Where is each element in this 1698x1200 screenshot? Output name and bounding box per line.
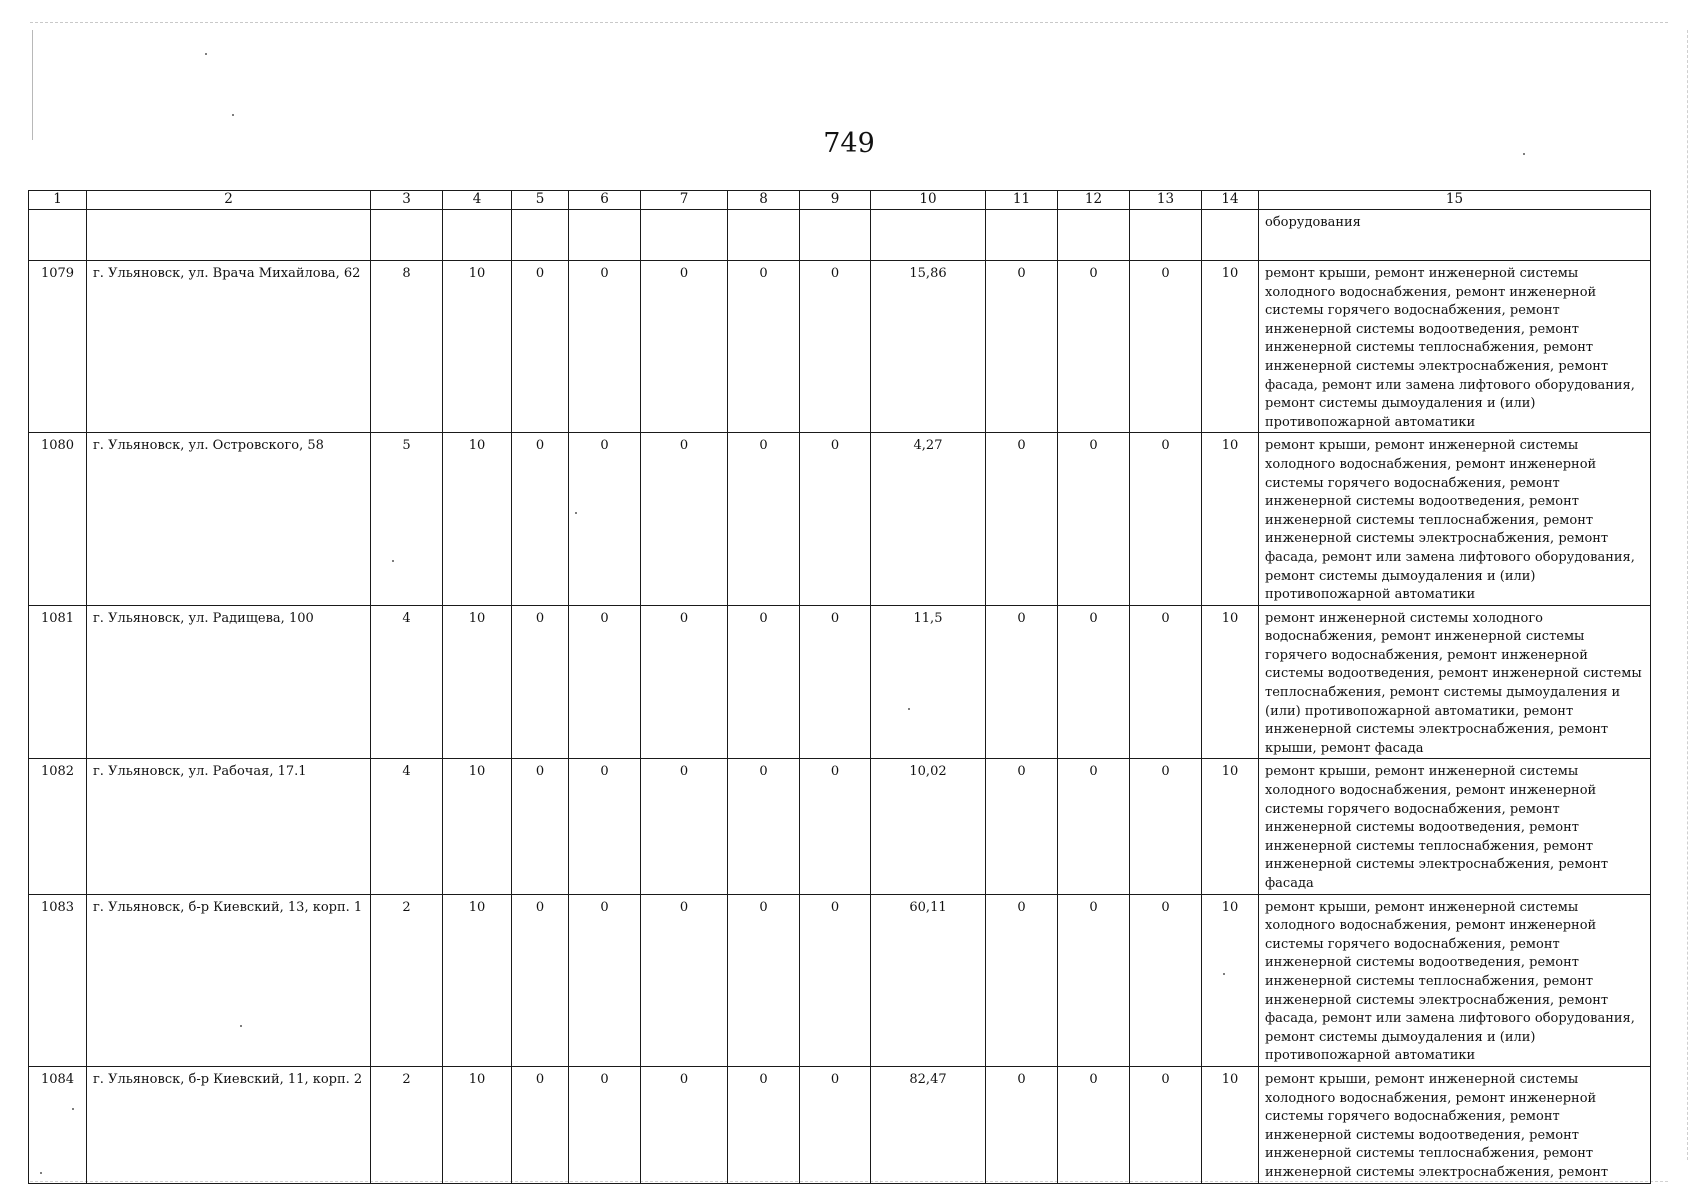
value-cell: 0 [728,894,800,1066]
value-cell: 0 [1130,605,1202,759]
value-cell: 0 [569,433,641,605]
value-cell: 0 [728,759,800,894]
scan-speck [232,114,234,116]
column-header: 6 [569,191,641,210]
scan-speck [205,53,207,55]
value-cell: 15,86 [871,261,986,433]
value-cell: 0 [800,1066,871,1183]
scan-border-top [30,22,1668,23]
value-cell: 0 [512,759,569,894]
address-cell: г. Ульяновск, ул. Рабочая, 17.1 [87,759,371,894]
value-cell: 0 [512,433,569,605]
table-row [29,261,1651,433]
table-row [29,759,1651,894]
column-header: 9 [800,191,871,210]
value-cell: 10 [443,894,512,1066]
column-header: 13 [1130,191,1202,210]
value-cell: 0 [569,261,641,433]
column-header: 4 [443,191,512,210]
row-number: 1082 [29,759,87,894]
works-cell: ремонт крыши, ремонт инженерной системы холодного водоснабжения, ремонт инженерной системы горячего водоснабжения, ремонт инженерной системы водоотведения, ремонт инженерной системы теплоснабжения, ремонт инженерной системы электроснабжения, ремонт [1259,1066,1651,1183]
value-cell: 0 [986,261,1058,433]
value-cell: 0 [641,433,728,605]
scan-border-left [32,30,33,140]
value-cell: 0 [1130,894,1202,1066]
column-header: 7 [641,191,728,210]
value-cell: 0 [569,605,641,759]
value-cell: 10 [1202,1066,1259,1183]
value-cell: 0 [800,261,871,433]
column-header: 12 [1058,191,1130,210]
row-number: 1083 [29,894,87,1066]
value-cell: 60,11 [871,894,986,1066]
value-cell: 0 [1058,759,1130,894]
works-cell: ремонт крыши, ремонт инженерной системы холодного водоснабжения, ремонт инженерной системы горячего водоснабжения, ремонт инженерной системы водоотведения, ремонт инженерной системы теплоснабжения, ремонт инженерной системы электроснабжения, ремонт фасада, ремонт или замена лифтового оборудования, ремонт системы дымоудаления и (или) противопожарной автоматики [1259,433,1651,605]
row-number: 1080 [29,433,87,605]
value-cell: 2 [371,894,443,1066]
value-cell: 0 [1130,433,1202,605]
value-cell: 10 [1202,605,1259,759]
value-cell: 0 [1058,433,1130,605]
table-row-continuation [29,210,1651,261]
value-cell: 0 [986,894,1058,1066]
value-cell: 10 [1202,894,1259,1066]
works-cell: ремонт крыши, ремонт инженерной системы холодного водоснабжения, ремонт инженерной системы горячего водоснабжения, ремонт инженерной системы водоотведения, ремонт инженерной системы теплоснабжения, ремонт инженерной системы электроснабжения, ремонт фасада, ремонт или замена лифтового оборудования, ремонт системы дымоудаления и (или) противопожарной автоматики [1259,261,1651,433]
value-cell: 0 [728,1066,800,1183]
address-cell: г. Ульяновск, б-р Киевский, 13, корп. 1 [87,894,371,1066]
value-cell: 0 [1058,894,1130,1066]
column-header: 15 [1259,191,1651,210]
value-cell: 0 [569,759,641,894]
value-cell: 0 [728,433,800,605]
value-cell: 8 [371,261,443,433]
value-cell: 0 [641,759,728,894]
value-cell: 10 [443,261,512,433]
table-row [29,1066,1651,1183]
value-cell: 0 [986,433,1058,605]
value-cell: 0 [1058,1066,1130,1183]
value-cell: 11,5 [871,605,986,759]
value-cell: 10 [443,1066,512,1183]
row-number: 1081 [29,605,87,759]
works-cell: оборудования [1259,210,1651,261]
table-row [29,894,1651,1066]
column-header: 10 [871,191,986,210]
value-cell: 10 [443,605,512,759]
value-cell: 0 [728,261,800,433]
value-cell: 0 [512,605,569,759]
table-row [29,433,1651,605]
value-cell: 0 [641,894,728,1066]
value-cell: 0 [512,894,569,1066]
value-cell: 0 [1130,759,1202,894]
row-number: 1084 [29,1066,87,1183]
value-cell: 0 [641,605,728,759]
works-cell: ремонт инженерной системы холодного водоснабжения, ремонт инженерной системы горячего водоснабжения, ремонт инженерной системы водоотведения, ремонт инженерной системы теплоснабжения, ремонт системы дымоудаления и (или) противопожарной автоматики, ремонт инженерной системы электроснабжения, ремонт крыши, ремонт фасада [1259,605,1651,759]
column-header: 2 [87,191,371,210]
value-cell: 0 [641,1066,728,1183]
value-cell: 10,02 [871,759,986,894]
value-cell: 10 [1202,261,1259,433]
column-header: 1 [29,191,87,210]
value-cell: 0 [1130,1066,1202,1183]
value-cell: 0 [641,261,728,433]
value-cell: 0 [986,759,1058,894]
value-cell: 0 [800,605,871,759]
row-number: 1079 [29,261,87,433]
value-cell: 4,27 [871,433,986,605]
value-cell: 0 [512,1066,569,1183]
address-cell: г. Ульяновск, ул. Островского, 58 [87,433,371,605]
address-cell: г. Ульяновск, ул. Радищева, 100 [87,605,371,759]
value-cell: 0 [800,433,871,605]
scan-border-right [1687,30,1688,1160]
value-cell: 0 [1130,261,1202,433]
works-cell: ремонт крыши, ремонт инженерной системы холодного водоснабжения, ремонт инженерной системы горячего водоснабжения, ремонт инженерной системы водоотведения, ремонт инженерной системы теплоснабжения, ремонт инженерной системы электроснабжения, ремонт фасада [1259,759,1651,894]
value-cell: 0 [728,605,800,759]
value-cell: 0 [986,1066,1058,1183]
value-cell: 5 [371,433,443,605]
address-cell: г. Ульяновск, ул. Врача Михайлова, 62 [87,261,371,433]
value-cell: 10 [443,433,512,605]
column-number-row [29,191,1651,210]
value-cell: 4 [371,605,443,759]
page-number: 749 [823,128,875,159]
value-cell: 0 [1058,605,1130,759]
value-cell: 10 [443,759,512,894]
value-cell: 10 [1202,759,1259,894]
value-cell: 82,47 [871,1066,986,1183]
works-cell: ремонт крыши, ремонт инженерной системы холодного водоснабжения, ремонт инженерной системы горячего водоснабжения, ремонт инженерной системы водоотведения, ремонт инженерной системы теплоснабжения, ремонт инженерной системы электроснабжения, ремонт фасада, ремонт или замена лифтового оборудования, ремонт системы дымоудаления и (или) противопожарной автоматики [1259,894,1651,1066]
value-cell: 0 [800,894,871,1066]
value-cell: 0 [1058,261,1130,433]
column-header: 14 [1202,191,1259,210]
value-cell: 0 [569,1066,641,1183]
value-cell: 2 [371,1066,443,1183]
value-cell: 0 [569,894,641,1066]
value-cell: 0 [986,605,1058,759]
table-row [29,605,1651,759]
value-cell: 4 [371,759,443,894]
value-cell: 0 [512,261,569,433]
value-cell: 10 [1202,433,1259,605]
column-header: 11 [986,191,1058,210]
column-header: 8 [728,191,800,210]
address-cell: г. Ульяновск, б-р Киевский, 11, корп. 2 [87,1066,371,1183]
column-header: 3 [371,191,443,210]
column-header: 5 [512,191,569,210]
repair-register-table [28,190,1651,1184]
value-cell: 0 [800,759,871,894]
